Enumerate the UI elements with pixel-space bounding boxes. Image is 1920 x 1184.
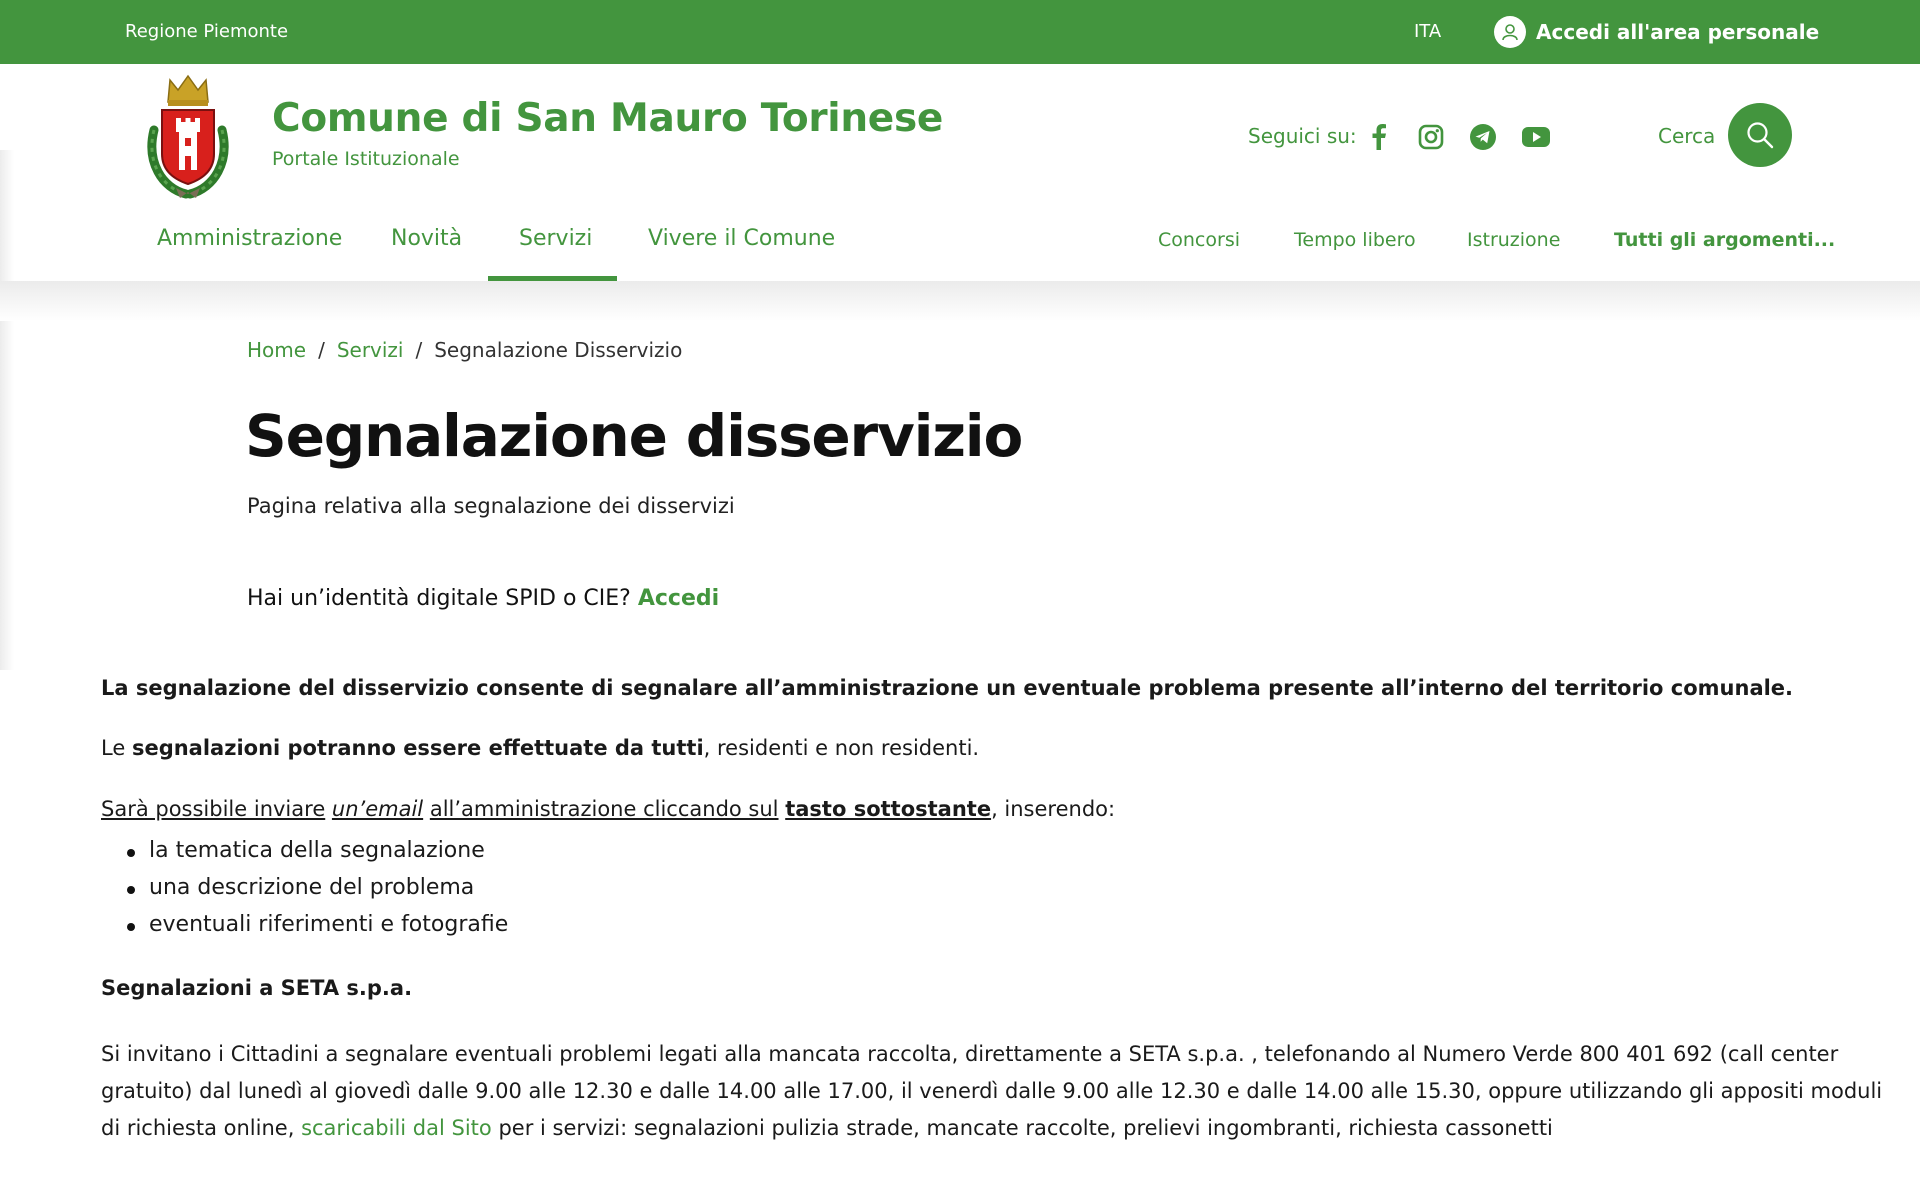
search-icon bbox=[1745, 120, 1775, 150]
email-bold: tasto sottostante bbox=[785, 797, 992, 821]
login-label: Accedi all'area personale bbox=[1536, 20, 1820, 44]
nav-item-novita[interactable]: Novità bbox=[391, 226, 463, 251]
list-item: la tematica della segnalazione bbox=[127, 838, 508, 875]
page-edge-shadow bbox=[0, 150, 14, 670]
telegram-icon[interactable] bbox=[1468, 122, 1498, 152]
who-paragraph bbox=[101, 736, 979, 760]
page-subtitle: Pagina relativa alla segnalazione dei disservizi bbox=[247, 494, 735, 518]
info-list bbox=[127, 838, 508, 949]
instagram-icon[interactable] bbox=[1416, 122, 1446, 152]
nav-item-amministrazione[interactable]: Amministrazione bbox=[157, 226, 343, 251]
region-link[interactable]: Regione Piemonte bbox=[125, 21, 289, 42]
breadcrumb-separator: / bbox=[415, 338, 423, 362]
topic-istruzione[interactable]: Istruzione bbox=[1467, 229, 1561, 251]
search-label: Cerca bbox=[1658, 124, 1716, 148]
site-subtitle: Portale Istituzionale bbox=[272, 148, 460, 170]
nav-item-vivere-il-comune[interactable]: Vivere il Comune bbox=[648, 226, 836, 251]
list-item: una descrizione del problema bbox=[127, 875, 508, 912]
login-button[interactable] bbox=[1494, 16, 1819, 48]
email-part1: Sarà possibile inviare bbox=[101, 797, 326, 821]
seta-download-link[interactable]: scaricabili dal Sito bbox=[301, 1116, 492, 1140]
spid-prompt bbox=[247, 586, 719, 611]
email-paragraph bbox=[101, 797, 1115, 821]
user-icon bbox=[1494, 16, 1526, 48]
search-button[interactable] bbox=[1728, 103, 1792, 167]
intro-paragraph: La segnalazione del disservizio consente di segnalare all’amministrazione un eventuale problema presente all’interno del territorio comunale. bbox=[101, 676, 1794, 700]
breadcrumb-servizi[interactable]: Servizi bbox=[336, 338, 404, 362]
breadcrumb-separator: / bbox=[318, 338, 325, 362]
nav-shadow bbox=[0, 281, 1920, 321]
facebook-icon[interactable] bbox=[1364, 122, 1394, 152]
site-title[interactable]: Comune di San Mauro Torinese bbox=[272, 96, 944, 141]
spid-login-link[interactable]: Accedi bbox=[637, 586, 720, 611]
topic-all-arguments[interactable]: Tutti gli argomenti... bbox=[1614, 229, 1836, 251]
social-label: Seguici su: bbox=[1248, 124, 1357, 148]
seta-heading: Segnalazioni a SETA s.p.a. bbox=[101, 976, 413, 1000]
youtube-icon[interactable] bbox=[1521, 122, 1551, 152]
list-item: eventuali riferimenti e fotografie bbox=[127, 912, 508, 949]
breadcrumb-current: Segnalazione Disservizio bbox=[434, 338, 683, 362]
topic-concorsi[interactable]: Concorsi bbox=[1158, 229, 1240, 251]
topic-tempo-libero[interactable]: Tempo libero bbox=[1294, 229, 1416, 251]
who-prefix: Le bbox=[101, 736, 126, 760]
seta-text: Si invitano i Cittadini a segnalare eventuali problemi legati alla mancata raccolta, direttamente a SETA s.p.a. , telefonando al Numero Verde 800 401 692 (call center gratuito) dal lunedì al giovedì dalle 9.00 alle 12.30 e dalle 14.00 alle 17.00, il venerdì dalle 9.00 alle 12.30 e dalle 14.00 alle 15.30, oppure utilizzando gli appositi moduli di richiesta online, bbox=[101, 1042, 1883, 1140]
top-bar bbox=[0, 0, 1920, 64]
breadcrumb bbox=[247, 338, 682, 362]
who-bold: segnalazioni potranno essere effettuate da tutti bbox=[131, 736, 704, 760]
page-title: Segnalazione disservizio bbox=[245, 402, 1023, 470]
language-selector[interactable]: ITA bbox=[1414, 21, 1442, 42]
email-part2: all’amministrazione cliccando sul bbox=[429, 797, 779, 821]
email-suffix: , inserendo: bbox=[991, 797, 1116, 821]
seta-suffix: per i servizi: segnalazioni pulizia strade, mancate raccolte, prelievi ingombranti, richiesta cassonetti bbox=[498, 1116, 1553, 1140]
breadcrumb-home[interactable]: Home bbox=[247, 338, 307, 362]
spid-question: Hai un’identità digitale SPID o CIE? bbox=[247, 586, 631, 611]
coat-of-arms-logo[interactable] bbox=[140, 72, 236, 200]
seta-paragraph bbox=[101, 1036, 1901, 1147]
email-italic: un’email bbox=[331, 797, 424, 821]
nav-item-servizi[interactable]: Servizi bbox=[519, 226, 593, 251]
who-suffix: , residenti e non residenti. bbox=[703, 736, 980, 760]
